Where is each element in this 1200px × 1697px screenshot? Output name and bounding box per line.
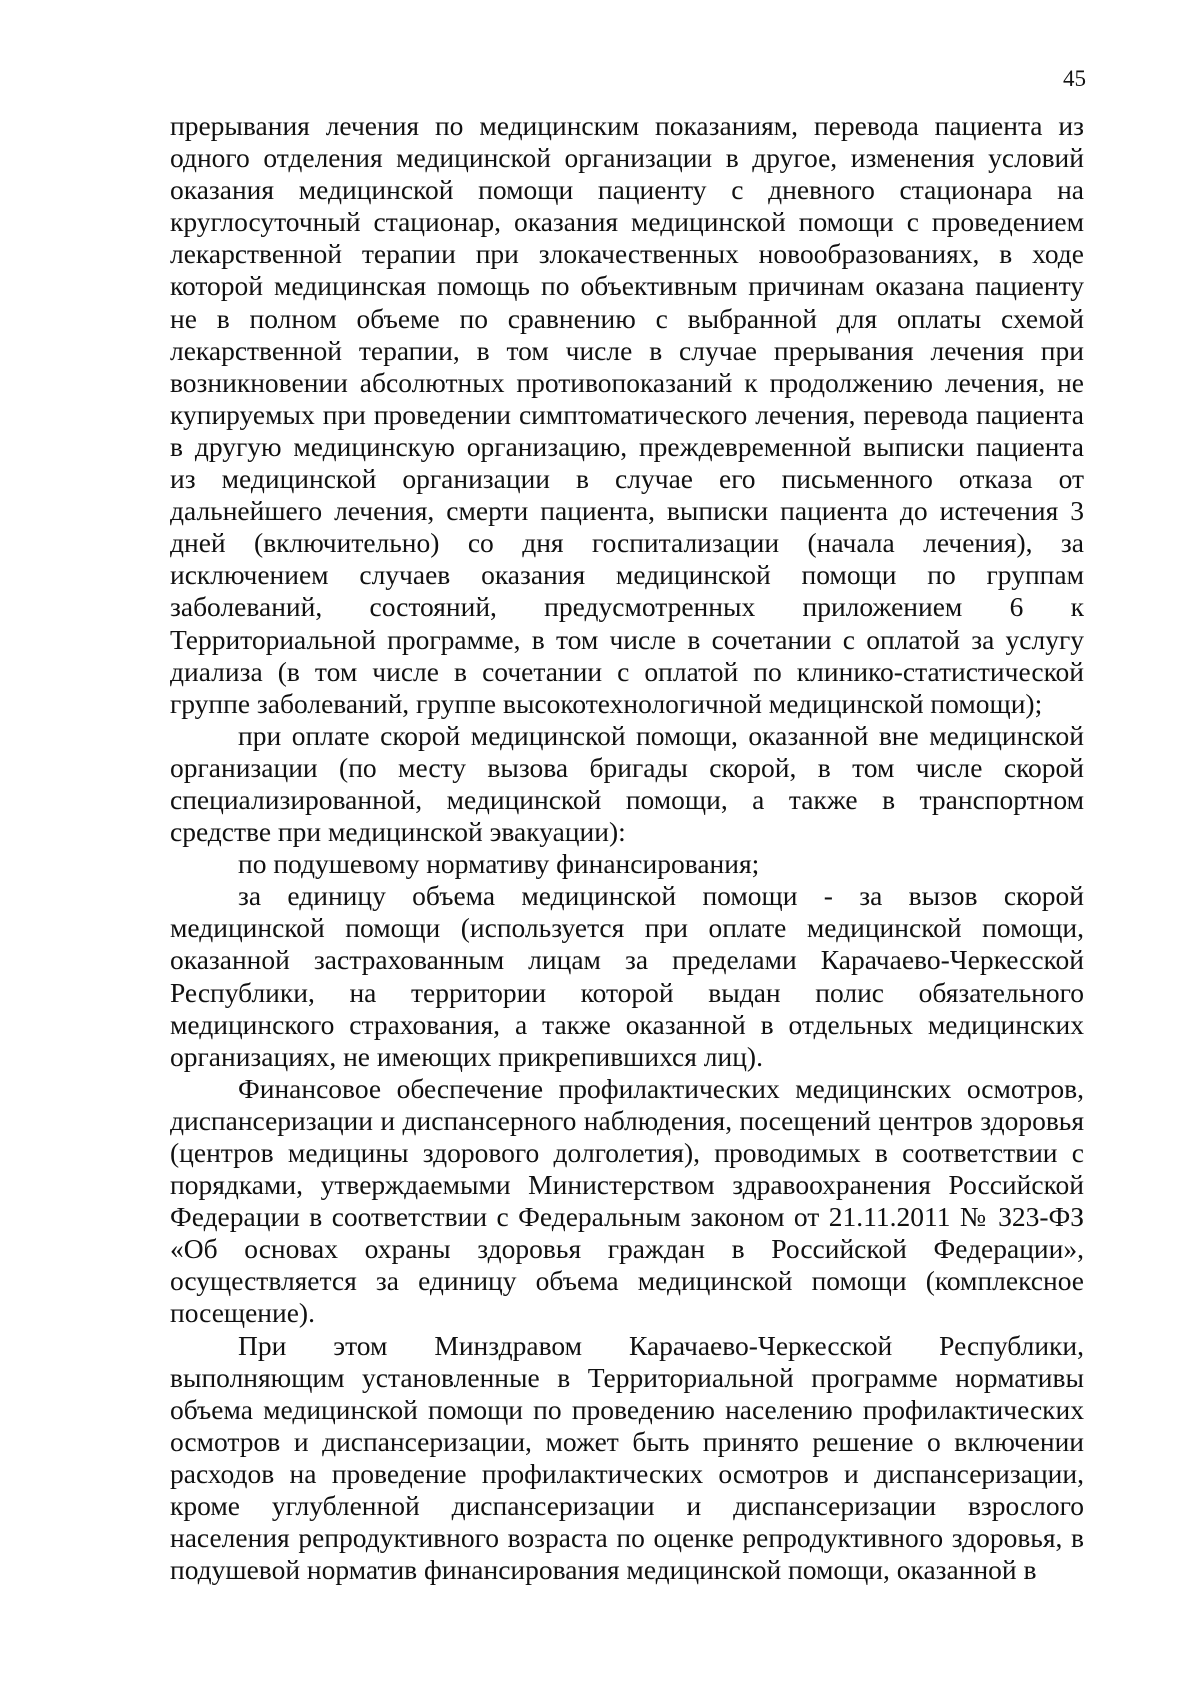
paragraph: прерывания лечения по медицинским показаниям, перевода пациента из одного отделения медицинской организации в другое, изменения условий оказания медицинской помощи пациенту с дневного стационара на круглосуточный стационар, оказания медицинской помощи с проведением лекарственной терапии при злокачественных новообразованиях, в ходе которой медицинская помощь по объективным причинам оказана пациенту не в полном объеме по сравнению с выбранной для оплаты схемой лекарственной терапии, в том числе в случае прерывания лечения при возникновении абсолютных противопоказаний к продолжению лечения, не купируемых при проведении симптоматического лечения, перевода пациента в другую медицинскую организацию, преждевременной выписки пациента из медицинской организации в случае его письменного отказа от дальнейшего лечения, смерти пациента, выписки пациента до истечения 3 дней (включительно) со дня госпитализации (начала лечения), за исключением случаев оказания медицинской помощи по группам заболеваний, состояний, предусмотренных приложением 6 к Территориальной программе, в том числе в сочетании с оплатой за услугу диализа (в том числе в сочетании с оплатой по клинико-статистической группе заболеваний, группе высокотехнологичной медицинской помощи); bbox=[170, 110, 1084, 719]
body-text bbox=[170, 110, 1084, 1586]
paragraph: за единицу объема медицинской помощи - за вызов скорой медицинской помощи (используется при оплате медицинской помощи, оказанной застрахованным лицам за пределами Карачаево-Черкесской Республики, на территории которой выдан полис обязательного медицинского страхования, а также оказанной в отдельных медицинских организациях, не имеющих прикрепившихся лиц). bbox=[170, 880, 1084, 1072]
paragraph: Финансовое обеспечение профилактических медицинских осмотров, диспансеризации и диспансерного наблюдения, посещений центров здоровья (центров медицины здорового долголетия), проводимых в соответствии с порядками, утверждаемыми Министерством здравоохранения Российской Федерации в соответствии с Федеральным законом от 21.11.2011 № 323-ФЗ «Об основах охраны здоровья граждан в Российской Федерации», осуществляется за единицу объема медицинской помощи (комплексное посещение). bbox=[170, 1072, 1084, 1329]
paragraph: При этом Минздравом Карачаево-Черкесской Республики, выполняющим установленные в Территориальной программе нормативы объема медицинской помощи по проведению населению профилактических осмотров и диспансеризации, может быть принято решение о включении расходов на проведение профилактических осмотров и диспансеризации, кроме углубленной диспансеризации и диспансеризации взрослого населения репродуктивного возраста по оценке репродуктивного здоровья, в подушевой норматив финансирования медицинской помощи, оказанной в bbox=[170, 1329, 1084, 1586]
paragraph: по подушевому нормативу финансирования; bbox=[238, 848, 760, 880]
paragraph: при оплате скорой медицинской помощи, оказанной вне медицинской организации (по месту вызова бригады скорой, в том числе скорой специализированной, медицинской помощи, а также в транспортном средстве при медицинской эвакуации): bbox=[170, 719, 1084, 848]
page-number: 45 bbox=[1063, 66, 1086, 91]
